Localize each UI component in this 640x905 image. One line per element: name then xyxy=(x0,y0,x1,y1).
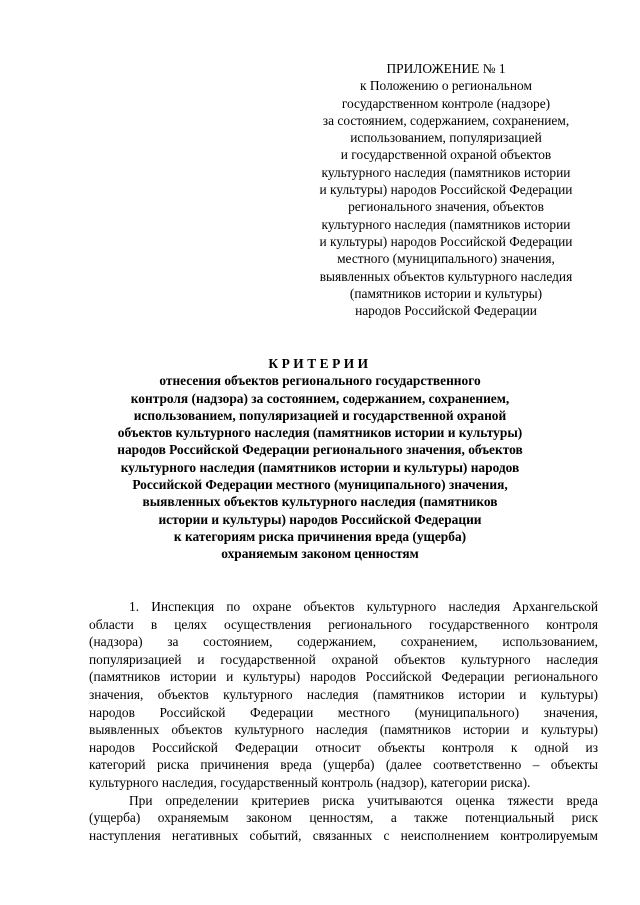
title-line: использованием, популяризацией и государственной охраной xyxy=(133,407,507,423)
appendix-line: к Положению о региональном xyxy=(360,78,532,94)
appendix-line: ПРИЛОЖЕНИЕ № 1 xyxy=(386,61,506,76)
paragraph-line: (надзора) за состоянием, содержанием, сохранением, использованием, xyxy=(89,634,598,650)
paragraph-line: При определении критериев риска учитываются оценка тяжести вреда xyxy=(129,792,598,808)
title-line: охраняемым законом ценностям xyxy=(221,546,419,562)
paragraph-line: культурного наследия, государственный контроль (надзор), категории риска). xyxy=(89,774,531,790)
paragraph-line: народов Российской Федерации относит объекты контроля к одной из xyxy=(89,739,598,755)
paragraph-line: 1. Инспекция по охране объектов культурного наследия Архангельской xyxy=(129,599,598,614)
appendix-line: и государственной охраной объектов xyxy=(340,147,552,163)
appendix-line: за состоянием, содержанием, сохранением, xyxy=(322,112,570,128)
paragraph-line: (ущерба) охраняемым законом ценностям, а также потенциальный риск xyxy=(89,810,598,826)
title-line: народов Российской Федерации регионального значения, объектов xyxy=(117,442,523,458)
paragraph-line: выявленных объектов культурного наследия (памятников истории и культуры) xyxy=(89,722,598,738)
appendix-line: регионального значения, объектов xyxy=(348,199,544,215)
title-caption: КРИТЕРИИ xyxy=(268,356,372,371)
paragraph-2 xyxy=(89,792,598,845)
appendix-heading xyxy=(290,60,602,319)
paragraph-line: наступления негативных событий, связанных с неисполнением контролируемым xyxy=(89,827,598,843)
appendix-line: использованием, популяризацией xyxy=(350,130,542,146)
title-line: истории и культуры) народов Российской Федерации xyxy=(158,511,482,527)
appendix-line: и культуры) народов Российской Федерации xyxy=(319,182,573,198)
title-line: выявленных объектов культурного наследия (памятников xyxy=(142,494,498,510)
paragraph-line: популяризацией и государственной охраной объектов культурного наследия xyxy=(89,651,598,667)
appendix-line: государственном контроле (надзоре) xyxy=(341,95,551,111)
paragraph-line: категорий риска причинения вреда (ущерба) (далее соответственно – объекты xyxy=(89,757,598,773)
appendix-line: культурного наследия (памятников истории xyxy=(321,216,571,232)
appendix-line: выявленных объектов культурного наследия xyxy=(319,268,573,284)
appendix-line: (памятников истории и культуры) xyxy=(349,285,543,301)
appendix-line: культурного наследия (памятников истории xyxy=(321,164,571,180)
paragraph-line: народов Российской Федерации местного (муниципального) значения, xyxy=(89,704,598,720)
title-line: культурного наследия (памятников истории и культуры) народов xyxy=(120,459,520,475)
title-line: объектов культурного наследия (памятников истории и культуры) xyxy=(117,425,523,441)
title-line: Российской Федерации местного (муниципального) значения, xyxy=(132,477,508,493)
title-line: контроля (надзора) за состоянием, содержанием, сохранением, xyxy=(130,390,510,406)
paragraph-line: (памятников истории и культуры) народов Российской Федерации регионального xyxy=(89,669,598,685)
paragraph-line: области в целях осуществления регионального государственного контроля xyxy=(89,616,598,632)
paragraph-line: значения, объектов культурного наследия (памятников истории и культуры) xyxy=(89,686,598,702)
body-text xyxy=(89,598,598,844)
appendix-line: местного (муниципального) значения, xyxy=(337,251,555,267)
paragraph-1 xyxy=(89,598,598,792)
title-line: к категориям риска причинения вреда (ущерба) xyxy=(173,528,467,544)
document-title xyxy=(80,355,560,563)
appendix-line: и культуры) народов Российской Федерации xyxy=(319,233,573,249)
appendix-line: народов Российской Федерации xyxy=(355,303,537,319)
title-line: отнесения объектов регионального государственного xyxy=(159,373,481,389)
